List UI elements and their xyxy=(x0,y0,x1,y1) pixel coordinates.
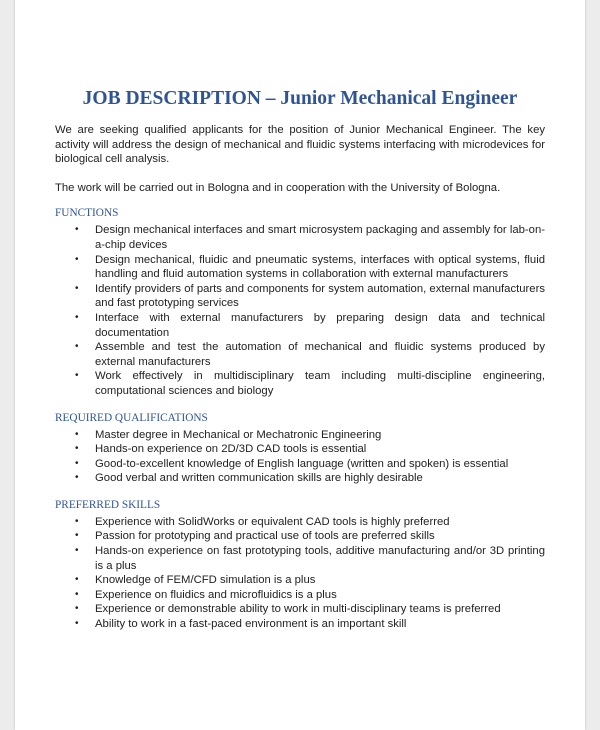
intro-paragraph: We are seeking qualified applicants for the position of Junior Mechanical Engineer. The key activity will address the design of mechanical and fluidic systems interfacing with microdevices for biological cell analysis. xyxy=(55,124,545,166)
list-item-text: Good-to-excellent knowledge of English language (written and spoken) is essential xyxy=(95,457,509,470)
bullet-icon: • xyxy=(75,603,79,615)
list-item-text: Work effectively in multidisciplinary team including multi-discipline engineering, computational sciences and biology xyxy=(95,370,545,397)
qualifications-heading: REQUIRED QUALIFICATIONS xyxy=(55,411,208,424)
list-item xyxy=(55,282,545,311)
list-item xyxy=(55,602,545,617)
list-item-text: Hands-on experience on 2D/3D CAD tools is essential xyxy=(95,443,367,456)
page-title: JOB DESCRIPTION – Junior Mechanical Engineer xyxy=(82,88,518,109)
list-item xyxy=(55,223,545,252)
bullet-icon: • xyxy=(75,457,79,469)
bullet-icon: • xyxy=(75,370,79,382)
bullet-icon: • xyxy=(75,341,79,353)
list-item xyxy=(55,515,545,530)
list-item xyxy=(55,471,545,486)
list-item xyxy=(55,457,545,472)
list-item-text: Design mechanical, fluidic and pneumatic systems, interfaces with optical systems, fluid handling and fluid automation systems in collaboration with external manufacturers xyxy=(95,253,545,281)
list-item-text: Master degree in Mechanical or Mechatronic Engineering xyxy=(95,428,382,441)
list-item-text: Knowledge of FEM/CFD simulation is a plus xyxy=(95,574,316,587)
list-item-text: Design mechanical interfaces and smart microsystem packaging and assembly for lab-on-a-chip devices xyxy=(95,224,545,251)
bullet-icon: • xyxy=(75,428,79,440)
list-item-text: Passion for prototyping and practical use of tools are preferred skills xyxy=(95,530,435,543)
bullet-icon: • xyxy=(75,472,79,484)
document-page xyxy=(15,0,585,730)
bullet-icon: • xyxy=(75,515,79,527)
list-item-text: Identify providers of parts and components for system automation, external manufacturers and fast prototyping services xyxy=(95,282,545,310)
bullet-icon: • xyxy=(75,253,79,265)
list-item xyxy=(55,253,545,282)
list-item xyxy=(55,573,545,588)
bullet-icon: • xyxy=(75,588,79,600)
functions-heading: FUNCTIONS xyxy=(55,207,119,220)
list-item-text: Assemble and test the automation of mechanical and fluidic systems produced by external manufacturers xyxy=(95,341,545,368)
bullet-icon: • xyxy=(75,574,79,586)
list-item xyxy=(55,311,545,340)
bullet-icon: • xyxy=(75,618,79,630)
list-item-text: Interface with external manufacturers by preparing design data and technical documentation xyxy=(95,311,545,339)
list-item xyxy=(55,617,545,632)
list-item xyxy=(55,544,545,573)
qualifications-list xyxy=(55,428,545,486)
list-item-text: Experience with SolidWorks or equivalent CAD tools is highly preferred xyxy=(95,515,450,528)
list-item-text: Experience on fluidics and microfluidics is a plus xyxy=(95,588,337,601)
list-item-text: Experience or demonstrable ability to work in multi-disciplinary teams is preferred xyxy=(95,603,501,616)
list-item xyxy=(55,428,545,443)
list-item-text: Hands-on experience on fast prototyping tools, additive manufacturing and/or 3D printing is a plus xyxy=(95,545,545,572)
list-item xyxy=(55,529,545,544)
list-item-text: Ability to work in a fast-paced environment is an important skill xyxy=(95,618,407,631)
bullet-icon: • xyxy=(75,443,79,455)
list-item xyxy=(55,442,545,457)
location-paragraph: The work will be carried out in Bologna and in cooperation with the University of Bologna. xyxy=(55,181,501,194)
list-item xyxy=(55,340,545,369)
bullet-icon: • xyxy=(75,282,79,294)
bullet-icon: • xyxy=(75,530,79,542)
bullet-icon: • xyxy=(75,311,79,323)
list-item xyxy=(55,369,545,398)
functions-list xyxy=(55,223,545,398)
bullet-icon: • xyxy=(75,224,79,236)
list-item-text: Good verbal and written communication skills are highly desirable xyxy=(95,472,423,485)
skills-heading: PREFERRED SKILLS xyxy=(55,498,161,511)
list-item xyxy=(55,588,545,603)
bullet-icon: • xyxy=(75,545,79,557)
skills-list xyxy=(55,515,545,632)
